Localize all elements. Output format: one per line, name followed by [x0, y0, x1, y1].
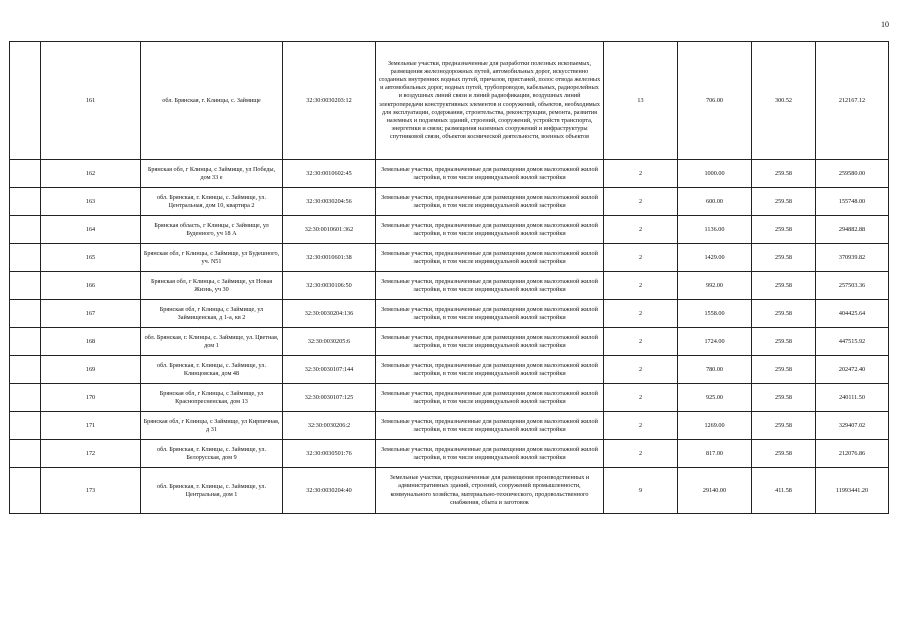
table-row — [10, 272, 889, 300]
group-cell: 2 — [604, 440, 678, 468]
table-row — [10, 412, 889, 440]
specific-value-cell: 259.58 — [752, 188, 816, 216]
blank-cell — [10, 384, 41, 412]
cadastral-value-cell: 329407.02 — [816, 412, 889, 440]
area-cell: 1000.00 — [678, 160, 752, 188]
cadastral-value-cell: 11993441.20 — [816, 468, 889, 514]
cadastral-number-cell: 32:30:0030204:136 — [283, 300, 376, 328]
land-use-cell: Земельные участки, предназначенные для разработки полезных ископаемых, размещения железнодорожных путей, автомобильных дорог, искусственно созданных внутренних водных путей, причалов, пристаней, полос отвода железных и автомобильных дорог, водных путей, трубопроводов, кабельных, радиорелейных и воздушных линий связи и линий радиофикации, воздушных линий электропередачи конструктивных элементов и сооружений, объектов, необходимых для эксплуатации, содержания, строительства, реконструкции, ремонта, развития наземных и подземных зданий, строений, сооружений, устройств транспорта, энергетики и связи; размещения наземных сооружений и инфраструктуры спутниковой связи, объектов космической деятельности, военных объектов — [376, 42, 604, 160]
table-row — [10, 300, 889, 328]
row-number-cell: 171 — [41, 412, 141, 440]
group-cell: 2 — [604, 328, 678, 356]
land-plots-table — [9, 41, 889, 514]
specific-value-cell: 259.58 — [752, 356, 816, 384]
address-cell: Брянская область, г Клинцы, с Займище, ул Буденного, уч 18 А — [141, 216, 283, 244]
group-cell: 2 — [604, 244, 678, 272]
address-cell: обл. Брянская, г. Клинцы, с. Займище, ул. Центральная, дом 1 — [141, 468, 283, 514]
cadastral-number-cell: 32:30:0010602:45 — [283, 160, 376, 188]
group-cell: 2 — [604, 412, 678, 440]
specific-value-cell: 259.58 — [752, 412, 816, 440]
row-number-cell: 169 — [41, 356, 141, 384]
cadastral-value-cell: 447515.92 — [816, 328, 889, 356]
row-number-cell: 161 — [41, 42, 141, 160]
cadastral-number-cell: 32:30:0010601:38 — [283, 244, 376, 272]
area-cell: 992.00 — [678, 272, 752, 300]
blank-cell — [10, 42, 41, 160]
blank-cell — [10, 300, 41, 328]
row-number-cell: 166 — [41, 272, 141, 300]
table-row — [10, 384, 889, 412]
area-cell: 706.00 — [678, 42, 752, 160]
cadastral-value-cell: 404425.64 — [816, 300, 889, 328]
group-cell: 2 — [604, 188, 678, 216]
table-row — [10, 244, 889, 272]
cadastral-value-cell: 155748.00 — [816, 188, 889, 216]
land-use-cell: Земельные участки, предназначенные для размещения домов малоэтажной жилой застройки, в том числе индивидуальной жилой застройки — [376, 216, 604, 244]
area-cell: 600.00 — [678, 188, 752, 216]
address-cell: обл. Брянская, г. Клинцы, с. Займище — [141, 42, 283, 160]
area-cell: 1558.00 — [678, 300, 752, 328]
land-use-cell: Земельные участки, предназначенные для размещения домов малоэтажной жилой застройки, в том числе индивидуальной жилой застройки — [376, 300, 604, 328]
land-use-cell: Земельные участки, предназначенные для размещения домов малоэтажной жилой застройки, в том числе индивидуальной жилой застройки — [376, 412, 604, 440]
table-row — [10, 42, 889, 160]
land-use-cell: Земельные участки, предназначенные для размещения домов малоэтажной жилой застройки, в том числе индивидуальной жилой застройки — [376, 356, 604, 384]
row-number-cell: 172 — [41, 440, 141, 468]
area-cell: 925.00 — [678, 384, 752, 412]
blank-cell — [10, 412, 41, 440]
land-use-cell: Земельные участки, предназначенные для размещения домов малоэтажной жилой застройки, в том числе индивидуальной жилой застройки — [376, 160, 604, 188]
land-use-cell: Земельные участки, предназначенные для размещения производственных и административных зданий, строений, сооружений промышленности, коммунального хозяйства, материально-технического, продовольственного снабжения, сбыта и заготовок — [376, 468, 604, 514]
land-use-cell: Земельные участки, предназначенные для размещения домов малоэтажной жилой застройки, в том числе индивидуальной жилой застройки — [376, 188, 604, 216]
page-number: 10 — [881, 20, 889, 29]
table-row — [10, 188, 889, 216]
group-cell: 2 — [604, 160, 678, 188]
address-cell: обл. Брянская, г. Клинцы, с. Займище, ул. Белорусская, дом 9 — [141, 440, 283, 468]
specific-value-cell: 259.58 — [752, 440, 816, 468]
table-body — [10, 42, 889, 514]
address-cell: Брянская обл, г Клинцы, с Займище, ул Будешного, уч. N51 — [141, 244, 283, 272]
address-cell: обл. Брянская, г. Клинцы, с. Займище, ул. Клинцовская, дом 48 — [141, 356, 283, 384]
land-use-cell: Земельные участки, предназначенные для размещения домов малоэтажной жилой застройки, в том числе индивидуальной жилой застройки — [376, 244, 604, 272]
address-cell: Брянская обл, г Клинцы, с Займище, ул Займищенская, д 1-а, кв 2 — [141, 300, 283, 328]
group-cell: 2 — [604, 216, 678, 244]
table-row — [10, 328, 889, 356]
address-cell: Брянская обл, г Клинцы, с Займище, ул Победы, дом 33 е — [141, 160, 283, 188]
specific-value-cell: 259.58 — [752, 216, 816, 244]
blank-cell — [10, 328, 41, 356]
area-cell: 1724.00 — [678, 328, 752, 356]
area-cell: 1429.00 — [678, 244, 752, 272]
address-cell: Брянская обл, г Клинцы, с Займище, ул Кирпичная, д 31 — [141, 412, 283, 440]
specific-value-cell: 300.52 — [752, 42, 816, 160]
cadastral-value-cell: 259580.00 — [816, 160, 889, 188]
address-cell: Брянская обл, г Клинцы, с Займище, ул Новая Жизнь, уч 30 — [141, 272, 283, 300]
cadastral-value-cell: 294882.88 — [816, 216, 889, 244]
table-row — [10, 160, 889, 188]
specific-value-cell: 259.58 — [752, 384, 816, 412]
group-cell: 9 — [604, 468, 678, 514]
specific-value-cell: 259.58 — [752, 300, 816, 328]
blank-cell — [10, 272, 41, 300]
cadastral-value-cell: 370939.82 — [816, 244, 889, 272]
blank-cell — [10, 244, 41, 272]
address-cell: Брянская обл, г Клинцы, с Займище, ул Краснопресненская, дом 13 — [141, 384, 283, 412]
cadastral-value-cell: 212076.86 — [816, 440, 889, 468]
address-cell: обл. Брянская, г. Клинцы, с. Займище, ул. Центральная, дом 10, квартира 2 — [141, 188, 283, 216]
cadastral-number-cell: 32:30:0030203:12 — [283, 42, 376, 160]
area-cell: 817.00 — [678, 440, 752, 468]
group-cell: 13 — [604, 42, 678, 160]
land-use-cell: Земельные участки, предназначенные для размещения домов малоэтажной жилой застройки, в том числе индивидуальной жилой застройки — [376, 328, 604, 356]
specific-value-cell: 259.58 — [752, 160, 816, 188]
row-number-cell: 162 — [41, 160, 141, 188]
specific-value-cell: 259.58 — [752, 244, 816, 272]
area-cell: 29140.00 — [678, 468, 752, 514]
cadastral-number-cell: 32:30:0030205:6 — [283, 328, 376, 356]
cadastral-value-cell: 212167.12 — [816, 42, 889, 160]
area-cell: 1136.00 — [678, 216, 752, 244]
land-use-cell: Земельные участки, предназначенные для размещения домов малоэтажной жилой застройки, в том числе индивидуальной жилой застройки — [376, 384, 604, 412]
blank-cell — [10, 216, 41, 244]
cadastral-value-cell: 240111.50 — [816, 384, 889, 412]
row-number-cell: 165 — [41, 244, 141, 272]
cadastral-number-cell: 32:30:0030107:144 — [283, 356, 376, 384]
cadastral-value-cell: 202472.40 — [816, 356, 889, 384]
table-row — [10, 216, 889, 244]
row-number-cell: 168 — [41, 328, 141, 356]
land-use-cell: Земельные участки, предназначенные для размещения домов малоэтажной жилой застройки, в том числе индивидуальной жилой застройки — [376, 440, 604, 468]
cadastral-number-cell: 32:30:0030501:76 — [283, 440, 376, 468]
land-use-cell: Земельные участки, предназначенные для размещения домов малоэтажной жилой застройки, в том числе индивидуальной жилой застройки — [376, 272, 604, 300]
blank-cell — [10, 188, 41, 216]
group-cell: 2 — [604, 300, 678, 328]
row-number-cell: 173 — [41, 468, 141, 514]
blank-cell — [10, 356, 41, 384]
cadastral-number-cell: 32:30:0030107:125 — [283, 384, 376, 412]
area-cell: 1269.00 — [678, 412, 752, 440]
row-number-cell: 167 — [41, 300, 141, 328]
cadastral-value-cell: 257503.36 — [816, 272, 889, 300]
table-row — [10, 356, 889, 384]
blank-cell — [10, 468, 41, 514]
specific-value-cell: 259.58 — [752, 272, 816, 300]
cadastral-number-cell: 32:30:0030106:50 — [283, 272, 376, 300]
group-cell: 2 — [604, 384, 678, 412]
cadastral-number-cell: 32:30:0010601:362 — [283, 216, 376, 244]
specific-value-cell: 259.58 — [752, 328, 816, 356]
table-row — [10, 468, 889, 514]
cadastral-number-cell: 32:30:0030204:56 — [283, 188, 376, 216]
cadastral-number-cell: 32:30:0030204:40 — [283, 468, 376, 514]
address-cell: обл. Брянская, г. Клинцы, с. Займище, ул. Цветная, дом 1 — [141, 328, 283, 356]
area-cell: 780.00 — [678, 356, 752, 384]
group-cell: 2 — [604, 272, 678, 300]
table-row — [10, 440, 889, 468]
group-cell: 2 — [604, 356, 678, 384]
blank-cell — [10, 160, 41, 188]
row-number-cell: 170 — [41, 384, 141, 412]
row-number-cell: 163 — [41, 188, 141, 216]
blank-cell — [10, 440, 41, 468]
specific-value-cell: 411.58 — [752, 468, 816, 514]
cadastral-number-cell: 32:30:0030206:2 — [283, 412, 376, 440]
row-number-cell: 164 — [41, 216, 141, 244]
